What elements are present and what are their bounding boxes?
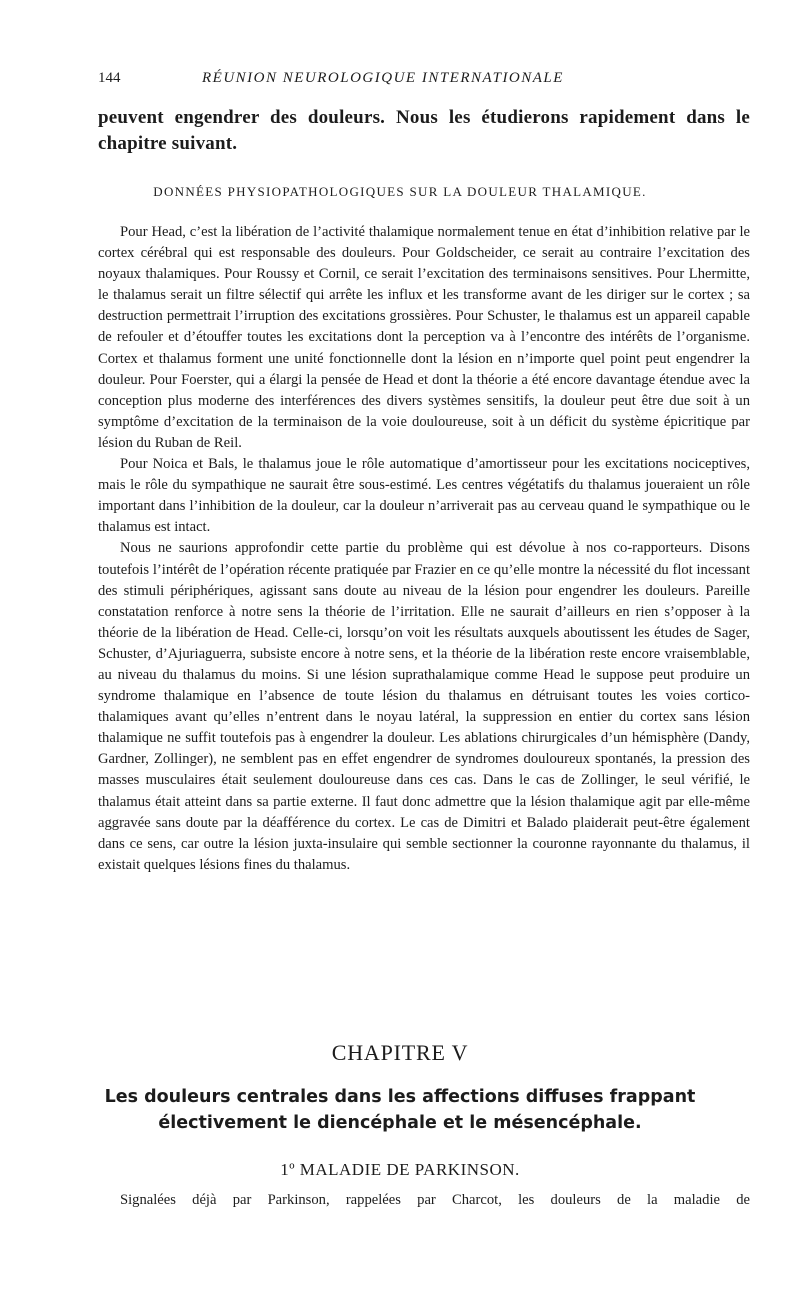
chapter-subtitle-line: Les douleurs centrales dans les affections diffuses frappant xyxy=(104,1087,696,1107)
chapter-title: CHAPITRE V xyxy=(331,1040,469,1065)
chapter-subtitle-line: électivement le diencéphale et le mésencéphale. xyxy=(158,1113,642,1133)
page-number: 144 xyxy=(98,70,121,86)
page-header xyxy=(98,70,658,92)
last-line: Signalées déjà par Parkinson, rappelées par Charcot, les douleurs de la maladie de xyxy=(120,1192,750,1208)
subsection-heading: 1º MALADIE DE PARKINSON. xyxy=(280,1160,520,1179)
continuation-text: peuvent engendrer des douleurs. Nous les étudierons rapidement dans le chapitre suivant. xyxy=(98,107,750,154)
paragraph: Nous ne saurions approfondir cette partie du problème qui est dévolue à nos co-rapporteurs. Disons toutefois l’intérêt de l’opération récente pratiquée par Frazier en ce qu’elle montre la nécessité du flot incessant des stimuli périphériques, agissant sans doute au niveau de la lésion pour engendrer les douleurs. Pareille constatation renforce à notre sens la théorie de l’irritation. Elle ne saurait d’ailleurs en rien s’opposer à la théorie de la libération de Head. Celle-ci, lorsqu’on voit les résultats auxquels aboutissent les études de Sager, Schuster, d’Ajuriaguerra, subsiste encore à notre sens, et la théorie de la libération reste encore vraisemblable, au niveau du thalamus du moins. Si une lésion suprathalamique comme Head le suppose peut produire un syndrome thalamique en l’absence de toute lésion du thalamus en détruisant toutes les voies cortico-thalamiques avant qu’elles n’entrent dans le noyau latéral, la suppression en entier du cortex sans lésion thalamique ne suffit toutefois pas à engendrer la douleur. Les ablations chirurgicales d’un hémisphère (Dandy, Gardner, Zollinger), ne semblent pas en effet engendrer de syndromes douloureux spontanés, la pression des masses musculaires était seulement douloureuse dans ces cas. Dans le cas de Zollinger, le seul vérifié, le thalamus était atteint dans sa partie externe. Il faut donc admettre que la lésion thalamique agit par elle-même aggravée sans doute par la déafférence du cortex. Le cas de Dimitri et Balado plaiderait peut-être également dans ce sens, car outre la lésion juxta-insulaire qui semble sectionner la couronne rayonnante du thalamus, il existait quelques lésions fines du thalamus. xyxy=(98,540,750,873)
section-heading: DONNÉES PHYSIOPATHOLOGIQUES SUR LA DOULEUR THALAMIQUE. xyxy=(153,184,647,199)
running-title: RÉUNION NEUROLOGIQUE INTERNATIONALE xyxy=(202,70,564,86)
body-text xyxy=(98,222,750,876)
chapter-subtitle xyxy=(0,1084,800,1136)
paragraph: Pour Head, c’est la libération de l’activité thalamique normalement tenue en état d’inhibition relative par le cortex cérébral qui est responsable des douleurs. Pour Goldscheider, ce serait au contraire l’excitation des noyaux thalamiques. Pour Roussy et Cornil, ce serait l’excitation des terminaisons sensitives. Pour Lhermitte, le thalamus serait un filtre sélectif qui arrête les influx et les transforme avant de les diriger sur le cortex ; sa destruction permettrait l’irruption des excitations grossières. Pour Schuster, le thalamus est un appareil capable de refouler et d’étouffer toutes les excitations dont la perception va à l’encontre des intérêts de l’organisme. Cortex et thalamus forment une unité fonctionnelle dont la lésion en n’importe quel point peut engendrer la douleur. Pour Foerster, qui a élargi la pensée de Head et dont la théorie a été encore davantage étendue avec la conception plus moderne des interférences des divers systèmes sensitifs, la douleur peut être due soit à un symptôme d’excitation de la terminaison de la voie douloureuse, soit à un déficit du système épicritique par lésion du Ruban de Reil. xyxy=(98,224,750,451)
paragraph: Pour Noica et Bals, le thalamus joue le rôle automatique d’amortisseur pour les excitations nociceptives, mais le rôle du sympathique ne saurait être sous-estimé. Les centres végétatifs du thalamus joueraient un rôle important dans l’inhibition de la douleur, car la douleur n’arriverait pas au cerveau quand le sympathique ou le thalamus est intact. xyxy=(98,456,750,536)
